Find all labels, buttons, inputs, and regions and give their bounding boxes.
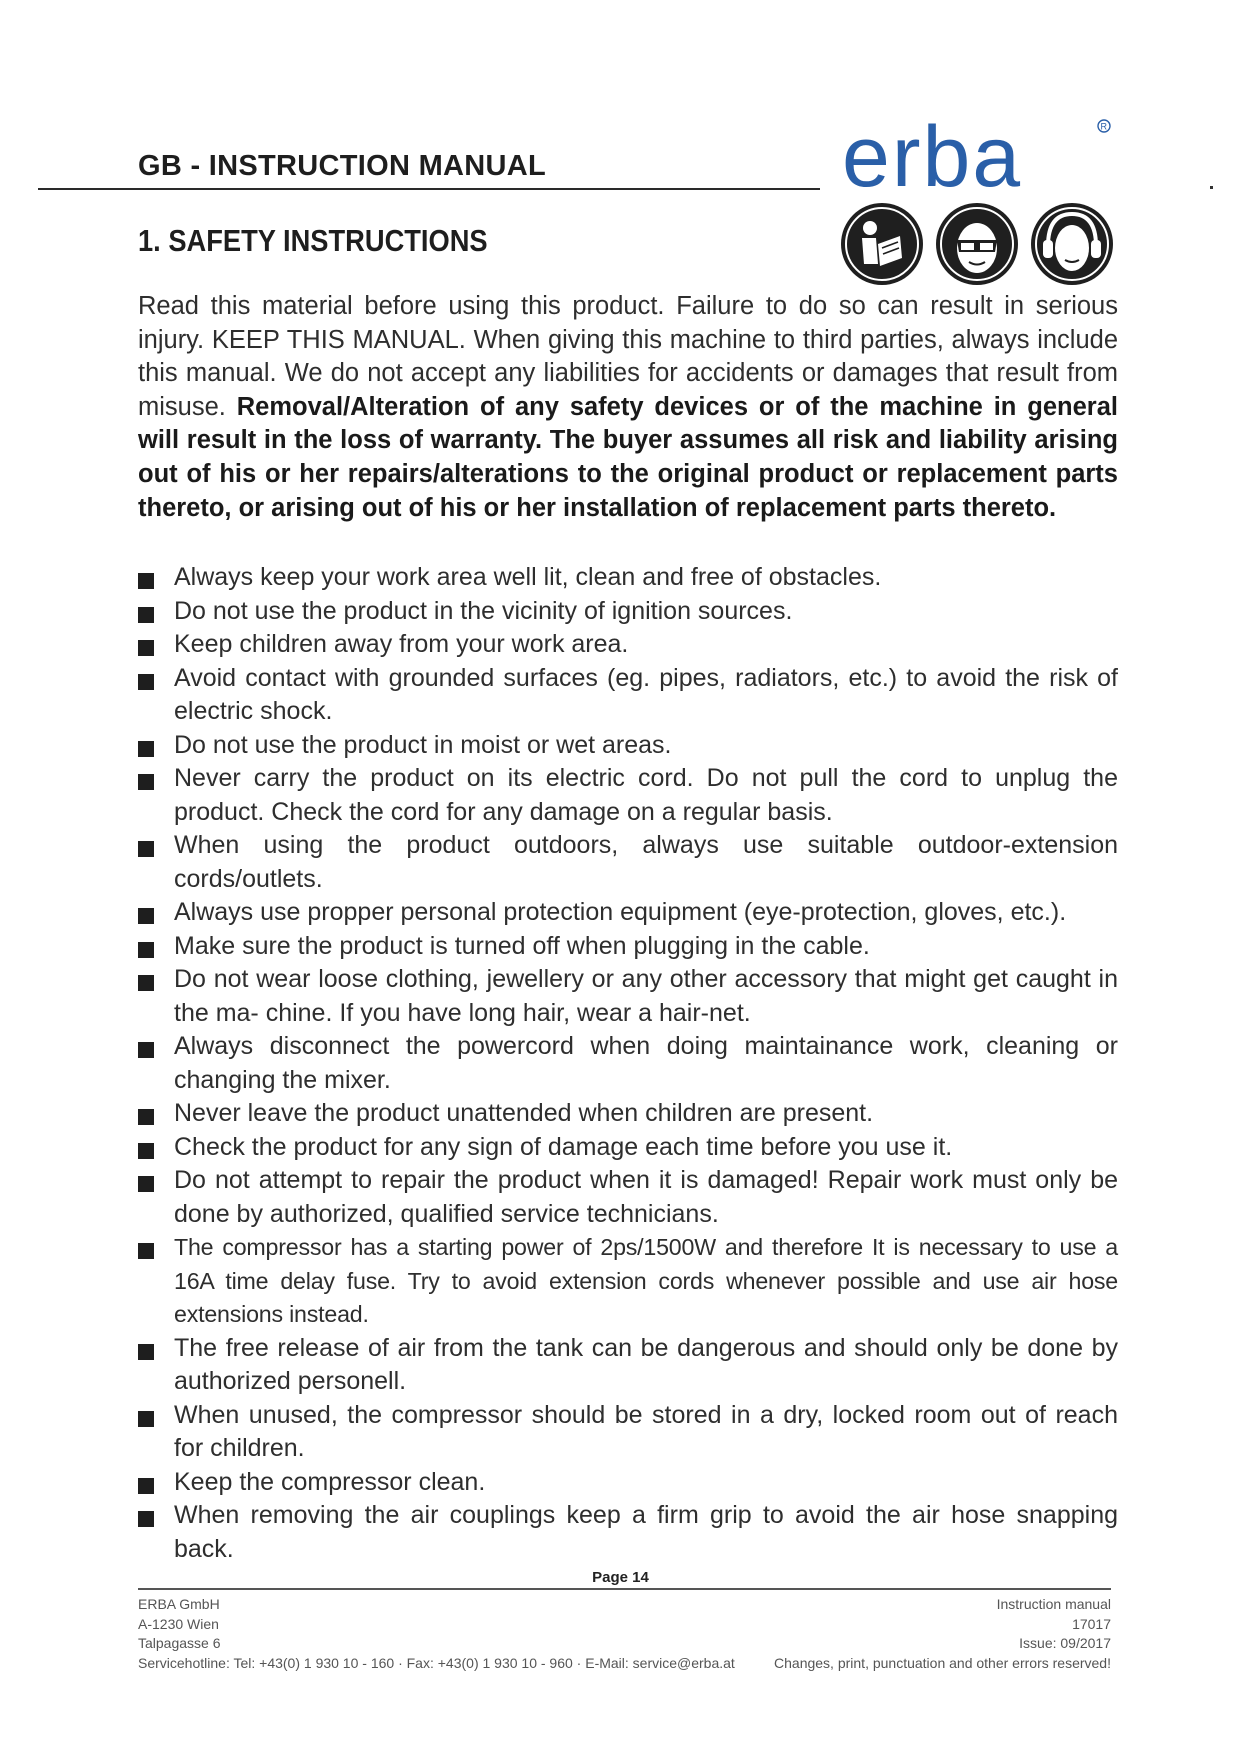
list-item-text: Check the product for any sign of damage each time before you use it. — [174, 1132, 953, 1161]
intro-paragraph — [138, 290, 1118, 525]
bullet-square-icon — [138, 1109, 154, 1125]
bullet-square-icon — [138, 908, 154, 924]
page-number: Page 14 — [592, 1569, 649, 1586]
list-item-text: When removing the air couplings keep a firm grip to avoid the air hose snapping back. — [174, 1501, 1118, 1563]
erba-logo-text: erba — [842, 118, 1023, 198]
bullet-square-icon — [138, 1511, 154, 1527]
bullet-square-icon — [138, 1243, 154, 1259]
document-info — [774, 1595, 1111, 1673]
list-item-text: The free release of air from the tank can be dangerous and should only be done by authorized personell. — [174, 1333, 1118, 1395]
intro-text: Read this material before using this product. Failure to do so can result in serious injury. KEEP THIS MANUAL. When giving this machine to third parties, always include this manual. We do not accept any liabilities for accidents or damages that result from misuse. — [138, 292, 1118, 421]
svg-text:R: R — [1100, 121, 1107, 132]
list-item-text: Do not use the product in the vicinity of ignition sources. — [174, 596, 793, 625]
list-item-text: Never carry the product on its electric cord. Do not pull the cord to unplug the product. Check the cord for any damage on a regular basis. — [174, 764, 1118, 826]
issue-date: Issue: 09/2017 — [1019, 1635, 1111, 1651]
document-title: GB - INSTRUCTION MANUAL — [138, 150, 547, 182]
list-item — [138, 1030, 1118, 1097]
bullet-square-icon — [138, 942, 154, 958]
list-item — [138, 1332, 1118, 1399]
company-street: Talpagasse 6 — [138, 1635, 221, 1651]
list-item — [138, 963, 1118, 1030]
read-manual-icon — [841, 203, 923, 285]
list-item — [138, 1231, 1118, 1332]
company-name: ERBA GmbH — [138, 1596, 220, 1612]
section-heading: 1. SAFETY INSTRUCTIONS — [138, 223, 488, 258]
bullet-square-icon — [138, 975, 154, 991]
ear-protection-icon — [1031, 203, 1113, 285]
bullet-square-icon — [138, 841, 154, 857]
list-item — [138, 1097, 1118, 1131]
list-item — [138, 1399, 1118, 1466]
list-item-text: When unused, the compressor should be stored in a dry, locked room out of reach for children. — [174, 1400, 1118, 1462]
list-item-text: The compressor has a starting power of 2ps/1500W and therefore It is necessary to use a 16A time delay fuse. Try to avoid extension cords whenever possible and use air hose extensions instead. — [174, 1234, 1118, 1327]
list-item — [138, 1499, 1118, 1566]
list-item-text: Always keep your work area well lit, clean and free of obstacles. — [174, 563, 882, 591]
document-type: Instruction manual — [996, 1596, 1111, 1612]
bullet-square-icon — [138, 774, 154, 790]
company-city: A-1230 Wien — [138, 1615, 219, 1632]
list-item-text: Never leave the product unattended when children are present. — [174, 1099, 874, 1127]
document-number: 17017 — [1072, 1615, 1111, 1632]
list-item — [138, 896, 1118, 930]
list-item — [138, 829, 1118, 896]
list-item — [138, 762, 1118, 829]
list-item-text: Keep the compressor clean. — [174, 1467, 486, 1496]
stray-dot — [1210, 186, 1213, 189]
list-item-text: Always disconnect the powercord when doing maintainance work, cleaning or changing the mixer. — [174, 1032, 1118, 1094]
erba-logo — [840, 118, 1115, 198]
list-item-text: Do not use the product in moist or wet areas. — [174, 730, 672, 759]
safety-list — [138, 561, 1118, 1566]
header-divider — [38, 188, 820, 190]
bullet-square-icon — [138, 607, 154, 623]
list-item-text: When using the product outdoors, always use suitable outdoor-extension cords/outlets. — [174, 831, 1118, 893]
service-contact: Servicehotline: Tel: +43(0) 1 930 10 - 160 · Fax: +43(0) 1 930 10 - 960 · E-Mail: service@erba.at — [138, 1654, 735, 1671]
list-item — [138, 595, 1118, 629]
list-item — [138, 1164, 1118, 1231]
list-item-text: Always use propper personal protection equipment (eye-protection, gloves, etc.). — [174, 898, 1067, 926]
bullet-square-icon — [138, 640, 154, 656]
list-item-text: Avoid contact with grounded surfaces (eg. pipes, radiators, etc.) to avoid the risk of electric shock. — [174, 663, 1118, 725]
bullet-square-icon — [138, 1176, 154, 1192]
bullet-square-icon — [138, 1042, 154, 1058]
list-item-text: Do not wear loose clothing, jewellery or any other accessory that might get caught in the ma- chine. If you have long hair, wear a hair-net. — [174, 965, 1118, 1027]
list-item — [138, 1466, 1118, 1500]
bullet-square-icon — [138, 741, 154, 757]
list-item-text: Make sure the product is turned off when plugging in the cable. — [174, 931, 870, 960]
disclaimer: Changes, print, punctuation and other errors reserved! — [774, 1654, 1111, 1671]
list-item — [138, 930, 1118, 964]
bullet-square-icon — [138, 1344, 154, 1360]
bullet-square-icon — [138, 573, 154, 589]
list-item — [138, 628, 1118, 662]
list-item — [138, 729, 1118, 763]
bullet-square-icon — [138, 1143, 154, 1159]
bullet-square-icon — [138, 674, 154, 690]
bullet-square-icon — [138, 1478, 154, 1494]
list-item — [138, 1131, 1118, 1165]
warranty-warning: Removal/Alteration of any safety devices or of the machine in general will result in the loss of warranty. The buyer assumes all risk and liability arising out of his or her repairs/alterations to the original product or replacement parts thereto, or arising out of his or her installation of replacement parts thereto. — [138, 392, 1118, 522]
company-address — [138, 1595, 735, 1673]
bullet-square-icon — [138, 1411, 154, 1427]
safety-icons — [840, 202, 1115, 286]
eye-protection-icon — [936, 203, 1018, 285]
list-item — [138, 662, 1118, 729]
list-item-text: Keep children away from your work area. — [174, 630, 629, 658]
footer-divider — [138, 1588, 1111, 1590]
list-item-text: Do not attempt to repair the product when it is damaged! Repair work must only be done by authorized, qualified service technicians. — [174, 1166, 1118, 1228]
list-item — [138, 561, 1118, 595]
